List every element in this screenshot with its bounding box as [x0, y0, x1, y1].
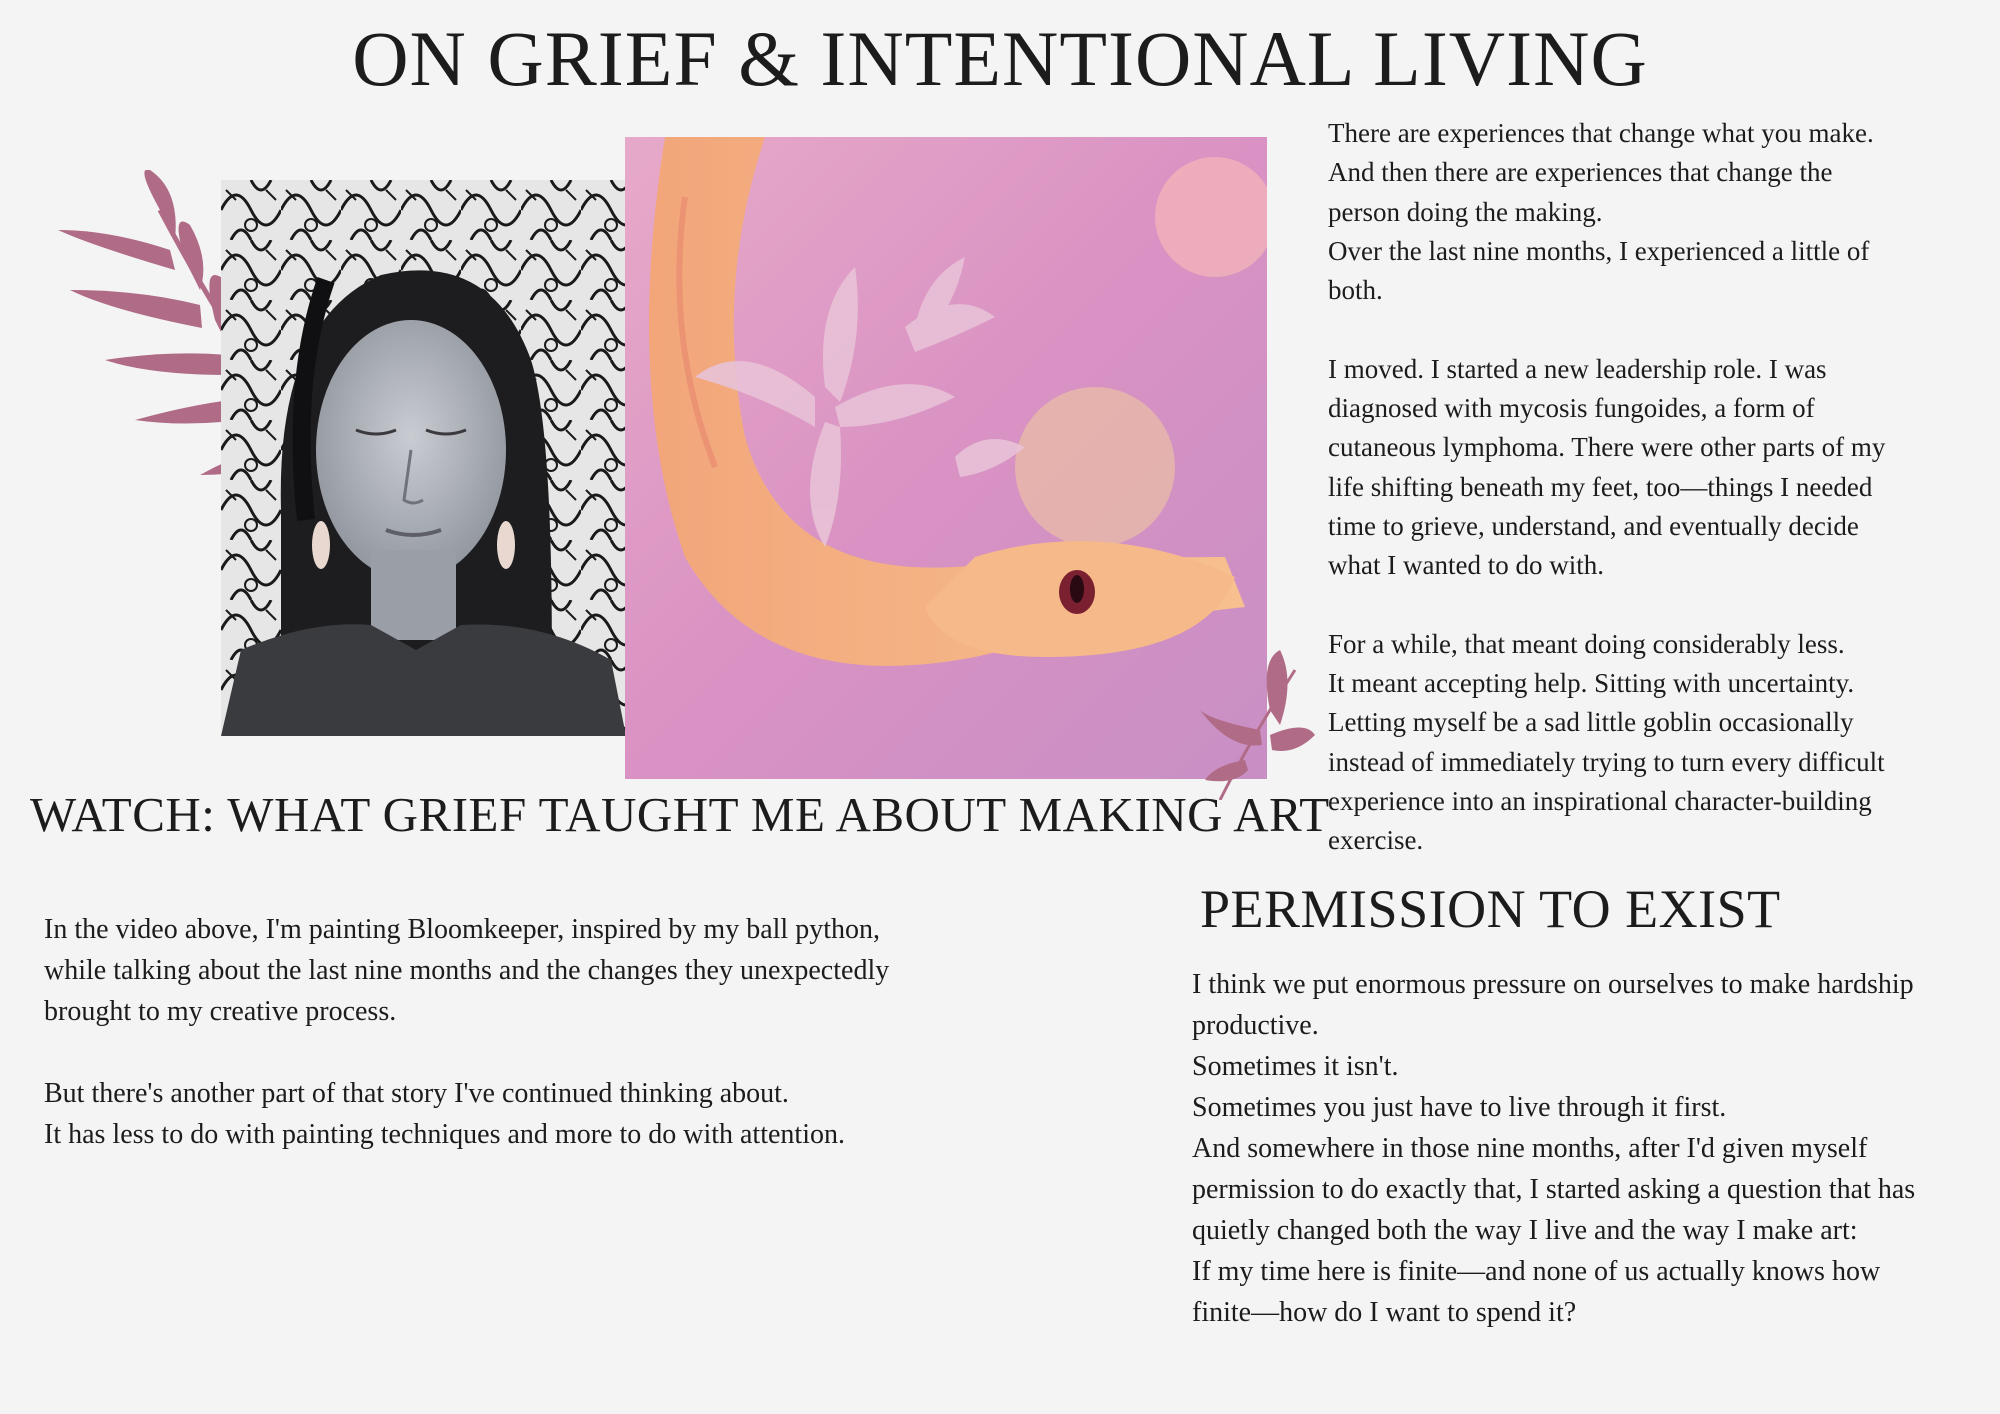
leaf-sprig-icon: [1200, 650, 1315, 800]
permission-paragraph: I think we put enormous pressure on ourselves to make hardship productive. Sometimes it isn't. Sometimes you just have to live through it first. And somewhere in those nine months, after I'd given myself permission to do exactly that, I started asking a question that has quietly changed both the way I live and the way I make art: If my time here is finite—and none of us actually knows how finite—how do I want to spend it?: [1192, 969, 1916, 1328]
page-title: ON GRIEF & INTENTIONAL LIVING: [352, 15, 1648, 102]
python-lily-painting: [625, 137, 1267, 779]
intro-paragraph: There are experiences that change what you make. And then there are experiences that change the person doing the making. Over the last nine months, I experienced a little of both. I moved. I started a new leadership role. I was diagnosed with mycosis fungoides, a form of cutaneous lymphoma. There were other parts of my life shifting beneath my feet, too—things I needed time to grieve, understand, and eventually decide what I wanted to do with. For a while, that meant doing considerably less. It meant accepting help. Sitting with uncertainty. Letting myself be a sad little goblin occasionally instead of immediately trying to turn every difficult experience into an inspirational character-building exercise.: [1328, 118, 1886, 856]
video-section-heading: WATCH: WHAT GRIEF TAUGHT ME ABOUT MAKING ART: [30, 787, 1330, 842]
portrait-photo: [221, 180, 626, 736]
permission-section-heading: PERMISSION TO EXIST: [1200, 879, 1781, 939]
video-description-paragraph: In the video above, I'm painting Bloomkeeper, inspired by my ball python, while talking about the last nine months and the changes they unexpectedly brought to my creative process. But there's another part of that story I've continued thinking about. It has less to do with painting techniques and more to do with attention.: [44, 914, 890, 1150]
